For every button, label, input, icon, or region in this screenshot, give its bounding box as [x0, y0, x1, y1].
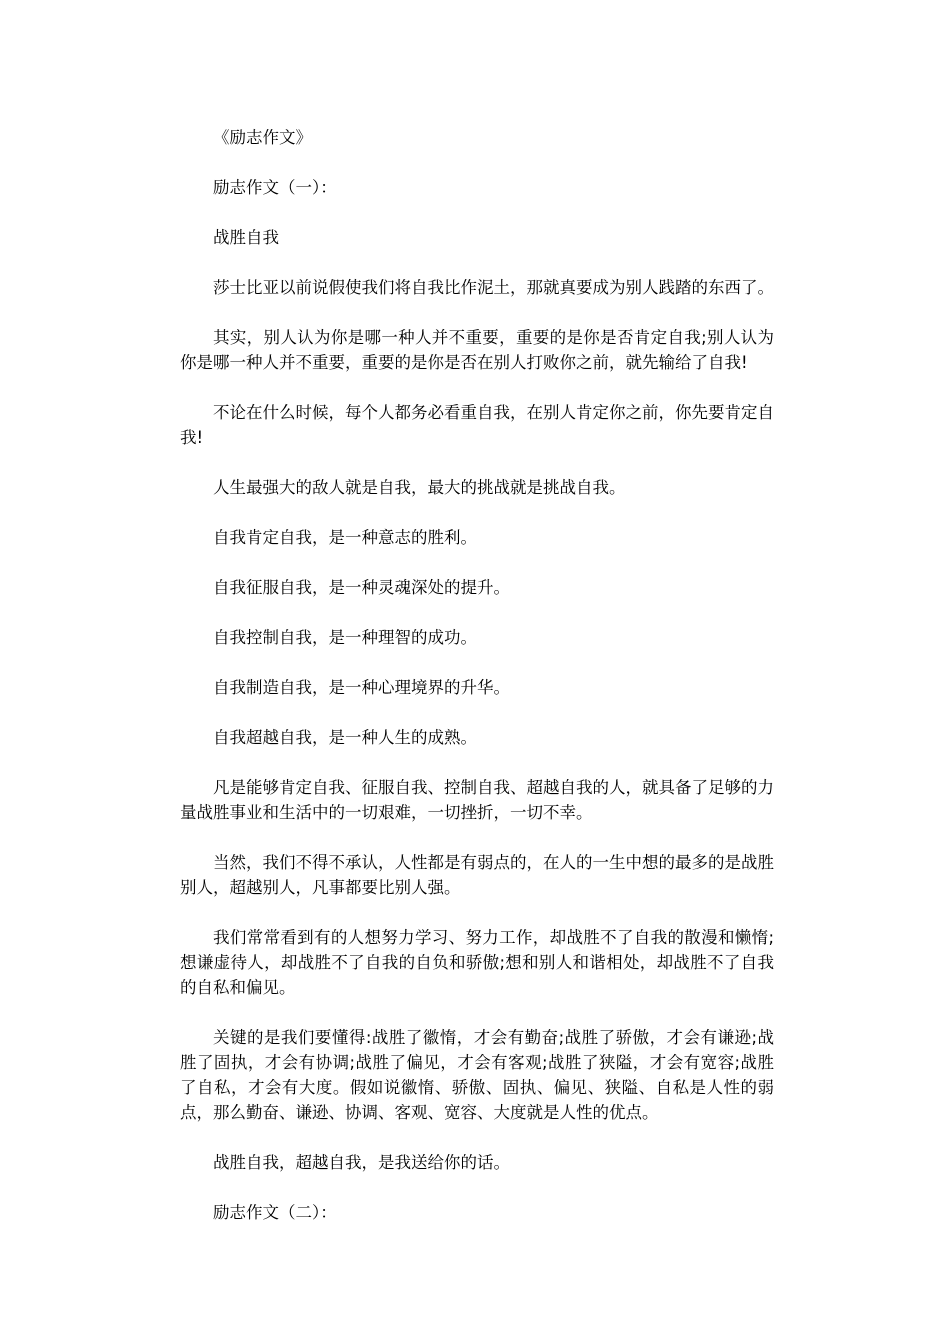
- document-title: 《励志作文》: [213, 128, 312, 147]
- paragraph: 当然，我们不得不承认，人性都是有弱点的，在人的一生中想的最多的是战胜别人，超越别人，凡事都要比别人强。: [180, 853, 774, 897]
- section-heading-2: 励志作文（二）：: [213, 1203, 337, 1222]
- paragraph: 自我超越自我，是一种人生的成熟。: [213, 728, 477, 747]
- section-heading-1: 励志作文（一）：: [213, 178, 337, 197]
- paragraph: 关键的是我们要懂得:战胜了徽惰，才会有勤奋;战胜了骄傲，才会有谦逊;战胜了固执，才会有协调;战胜了偏见，才会有客观;战胜了狭隘，才会有宽容;战胜了自私，才会有大度。假如说徽惰、骄傲、固执、偏见、狭隘、自私是人性的弱点，那么勤奋、谦逊、协调、客观、宽容、大度就是人性的优点。: [180, 1028, 774, 1122]
- paragraph: 自我征服自我，是一种灵魂深处的提升。: [213, 578, 510, 597]
- paragraph: 自我控制自我，是一种理智的成功。: [213, 628, 477, 647]
- paragraph: 我们常常看到有的人想努力学习、努力工作，却战胜不了自我的散漫和懒惰;想谦虚待人，却战胜不了自我的自负和骄傲;想和别人和谐相处，却战胜不了自我的自私和偏见。: [180, 928, 774, 997]
- document-page: [180, 125, 774, 1250]
- paragraph: 战胜自我，超越自我，是我送给你的话。: [213, 1153, 510, 1172]
- paragraph: 不论在什么时候，每个人都务必看重自我，在别人肯定你之前，你先要肯定自我!: [180, 403, 774, 447]
- paragraph: 人生最强大的敌人就是自我，最大的挑战就是挑战自我。: [213, 478, 626, 497]
- paragraph: 凡是能够肯定自我、征服自我、控制自我、超越自我的人，就具备了足够的力量战胜事业和生活中的一切艰难，一切挫折，一切不幸。: [180, 778, 774, 822]
- paragraph: 莎士比亚以前说假使我们将自我比作泥土，那就真要成为别人践踏的东西了。: [213, 278, 774, 297]
- paragraph: 自我制造自我，是一种心理境界的升华。: [213, 678, 510, 697]
- paragraph: 其实，别人认为你是哪一种人并不重要，重要的是你是否肯定自我;别人认为你是哪一种人并不重要，重要的是你是否在别人打败你之前，就先输给了自我!: [180, 328, 774, 372]
- essay-title: 战胜自我: [213, 228, 279, 247]
- paragraph: 自我肯定自我，是一种意志的胜利。: [213, 528, 477, 547]
